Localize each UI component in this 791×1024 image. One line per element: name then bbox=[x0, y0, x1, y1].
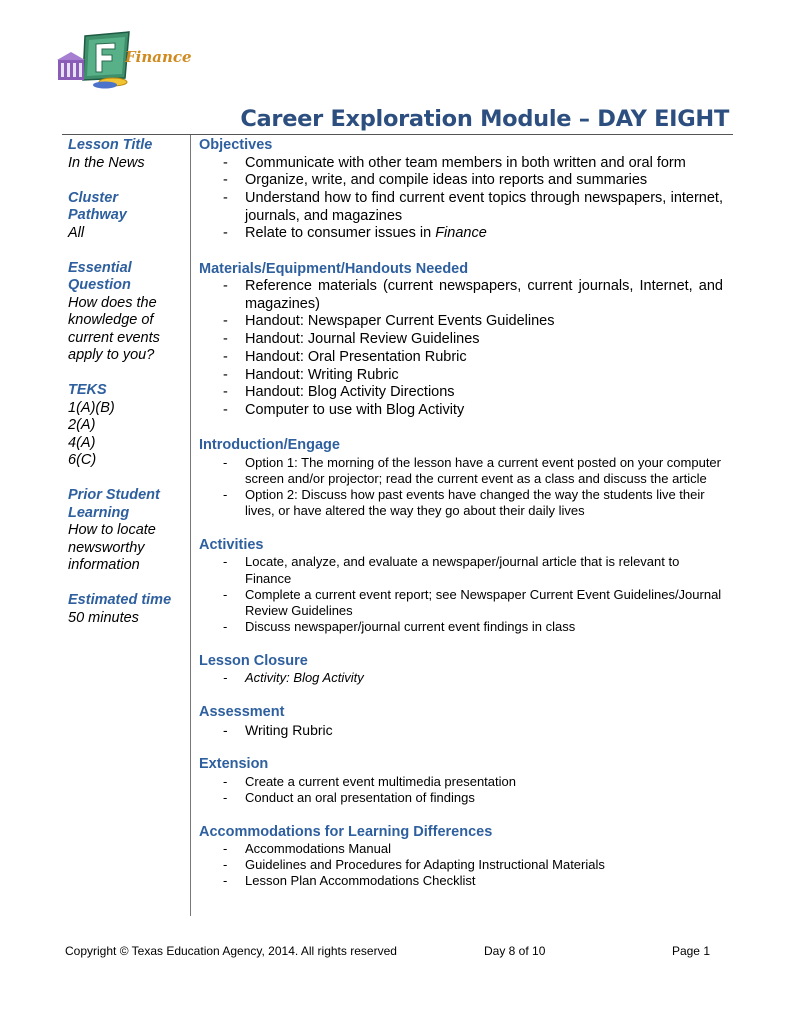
finance-logo-text: Finance bbox=[125, 48, 192, 66]
prior-learning-line: newsworthy bbox=[68, 539, 145, 556]
essential-question-block bbox=[68, 260, 186, 365]
dash-bullet: - bbox=[223, 721, 228, 738]
footer-day-indicator: Day 8 of 10 bbox=[484, 944, 546, 958]
teks-item: 6(C) bbox=[68, 452, 97, 468]
prior-learning-line: How to locate bbox=[68, 522, 156, 538]
prior-learning-block bbox=[68, 487, 186, 575]
objectives-list bbox=[199, 155, 723, 244]
list-item bbox=[199, 331, 723, 349]
teks-item: 4(A) bbox=[68, 434, 96, 451]
activities-heading: Activities bbox=[199, 536, 264, 553]
list-item bbox=[199, 774, 723, 790]
objective-text: Understand how to find current event topics through newspapers, internet, journals, and magazines bbox=[245, 189, 723, 224]
estimated-time-heading: Estimated time bbox=[68, 592, 172, 608]
lesson-closure-list bbox=[199, 670, 723, 686]
accommodations-list bbox=[199, 841, 723, 890]
finance-logo bbox=[55, 30, 192, 90]
dash-bullet: - bbox=[223, 331, 228, 348]
list-item bbox=[199, 554, 723, 586]
dash-bullet: - bbox=[223, 619, 228, 635]
list-item bbox=[199, 225, 723, 243]
closure-text: Activity: Blog Activity bbox=[245, 670, 364, 686]
list-item bbox=[199, 367, 723, 385]
list-item bbox=[199, 587, 723, 619]
dash-bullet: - bbox=[223, 384, 228, 401]
list-item bbox=[199, 402, 723, 420]
assessment-heading: Assessment bbox=[199, 704, 285, 721]
extension-text: Conduct an oral presentation of findings bbox=[245, 789, 475, 805]
essential-heading: Essential bbox=[68, 259, 132, 276]
objective-text: Organize, write, and compile ideas into reports and summaries bbox=[245, 172, 648, 189]
cluster-block bbox=[68, 190, 186, 243]
extension-heading: Extension bbox=[199, 756, 269, 773]
estimated-time-block bbox=[68, 592, 186, 627]
assessment-text: Writing Rubric bbox=[245, 721, 333, 738]
lesson-title-block bbox=[68, 137, 186, 172]
dash-bullet: - bbox=[223, 586, 228, 602]
material-text: Handout: Newspaper Current Events Guidelines bbox=[245, 313, 555, 330]
material-text: Reference materials (current newspapers, current journals, Internet, and magazines) bbox=[245, 278, 723, 312]
essential-question-line: apply to you? bbox=[68, 347, 155, 363]
dash-bullet: - bbox=[223, 401, 228, 418]
objective-italic-text: Finance bbox=[435, 225, 487, 242]
list-item bbox=[199, 722, 723, 739]
lesson-main-content bbox=[199, 137, 723, 890]
cluster-heading: Cluster bbox=[68, 189, 118, 206]
column-divider bbox=[190, 135, 191, 916]
objective-text: Relate to consumer issues in bbox=[245, 225, 432, 242]
footer-page-number: Page 1 bbox=[671, 944, 710, 958]
teks-item: 2(A) bbox=[68, 417, 96, 433]
question-heading: Question bbox=[68, 277, 131, 293]
dash-bullet: - bbox=[223, 154, 228, 171]
introduction-heading: Introduction/Engage bbox=[199, 437, 340, 454]
list-item bbox=[199, 190, 723, 225]
list-item bbox=[199, 857, 723, 873]
dash-bullet: - bbox=[223, 454, 228, 470]
introduction-text: Option 2: Discuss how past events have changed the way the students live their lives, or have altered the way they go about their daily lives bbox=[245, 487, 705, 519]
essential-question-line: current events bbox=[68, 329, 160, 346]
teks-item: 1(A)(B) bbox=[68, 399, 115, 416]
dash-bullet: - bbox=[223, 670, 228, 686]
dash-bullet: - bbox=[223, 172, 228, 189]
cluster-value: All bbox=[68, 224, 85, 241]
activity-text: Locate, analyze, and evaluate a newspaper/journal article that is relevant to Finance bbox=[245, 554, 680, 586]
list-item bbox=[199, 619, 723, 635]
estimated-time-value: 50 minutes bbox=[68, 609, 139, 626]
dash-bullet: - bbox=[223, 773, 228, 789]
material-text: Computer to use with Blog Activity bbox=[245, 401, 465, 418]
materials-heading: Materials/Equipment/Handouts Needed bbox=[199, 260, 469, 277]
material-text: Handout: Journal Review Guidelines bbox=[245, 331, 480, 348]
essential-question-line: knowledge of bbox=[68, 312, 154, 328]
activity-text: Discuss newspaper/journal current event findings in class bbox=[245, 619, 576, 635]
dash-bullet: - bbox=[223, 554, 228, 570]
list-item bbox=[199, 670, 723, 686]
prior-student-heading: Prior Student bbox=[68, 487, 160, 503]
materials-list bbox=[199, 278, 723, 420]
dash-bullet: - bbox=[223, 313, 228, 330]
objective-text: Communicate with other team members in both written and oral form bbox=[245, 154, 686, 171]
accommodations-heading: Accommodations for Learning Differences bbox=[199, 823, 493, 840]
dash-bullet: - bbox=[223, 789, 228, 805]
lesson-closure-heading: Lesson Closure bbox=[199, 652, 308, 669]
page-title: Career Exploration Module – DAY EIGHT bbox=[240, 106, 729, 132]
dash-bullet: - bbox=[223, 857, 228, 873]
pathway-heading: Pathway bbox=[68, 207, 127, 223]
list-item bbox=[199, 349, 723, 367]
activities-list bbox=[199, 554, 723, 635]
objectives-heading: Objectives bbox=[199, 137, 273, 153]
teks-block bbox=[68, 382, 186, 470]
list-item bbox=[199, 790, 723, 806]
dash-bullet: - bbox=[223, 189, 228, 206]
extension-list bbox=[199, 774, 723, 806]
introduction-text: Option 1: The morning of the lesson have a current event posted on your computer screen and/or projector; read the current event as a class and discuss the article bbox=[245, 454, 721, 486]
material-text: Handout: Writing Rubric bbox=[245, 366, 399, 383]
dash-bullet: - bbox=[223, 873, 228, 889]
learning-heading: Learning bbox=[68, 504, 130, 521]
list-item bbox=[199, 841, 723, 857]
lesson-title-heading: Lesson Title bbox=[68, 137, 153, 153]
list-item bbox=[199, 384, 723, 402]
list-item bbox=[199, 313, 723, 331]
accommodation-text: Guidelines and Procedures for Adapting Instructional Materials bbox=[245, 857, 605, 873]
list-item bbox=[199, 155, 723, 173]
accommodation-text: Accommodations Manual bbox=[245, 841, 391, 857]
footer-copyright: Copyright © Texas Education Agency, 2014. All rights reserved bbox=[65, 944, 397, 958]
list-item bbox=[199, 487, 723, 519]
title-divider bbox=[62, 134, 733, 135]
introduction-list bbox=[199, 455, 723, 520]
dash-bullet: - bbox=[223, 278, 228, 295]
dash-bullet: - bbox=[223, 841, 228, 857]
material-text: Handout: Oral Presentation Rubric bbox=[245, 348, 467, 365]
teks-heading: TEKS bbox=[68, 382, 107, 398]
assessment-list bbox=[199, 722, 723, 739]
extension-text: Create a current event multimedia presentation bbox=[245, 773, 516, 789]
lesson-title-value: In the News bbox=[68, 154, 145, 171]
list-item bbox=[199, 455, 723, 487]
dash-bullet: - bbox=[223, 348, 228, 365]
material-text: Handout: Blog Activity Directions bbox=[245, 384, 455, 401]
list-item bbox=[199, 278, 723, 313]
list-item bbox=[199, 172, 723, 190]
dash-bullet: - bbox=[223, 366, 228, 383]
essential-question-line: How does the bbox=[68, 294, 157, 311]
prior-learning-line: information bbox=[68, 557, 140, 573]
dash-bullet: - bbox=[223, 225, 228, 242]
accommodation-text: Lesson Plan Accommodations Checklist bbox=[245, 873, 476, 889]
lesson-sidebar bbox=[68, 137, 186, 645]
dash-bullet: - bbox=[223, 487, 228, 503]
list-item bbox=[199, 873, 723, 889]
activity-text: Complete a current event report; see Newspaper Current Event Guidelines/Journal Review Guidelines bbox=[245, 586, 722, 619]
